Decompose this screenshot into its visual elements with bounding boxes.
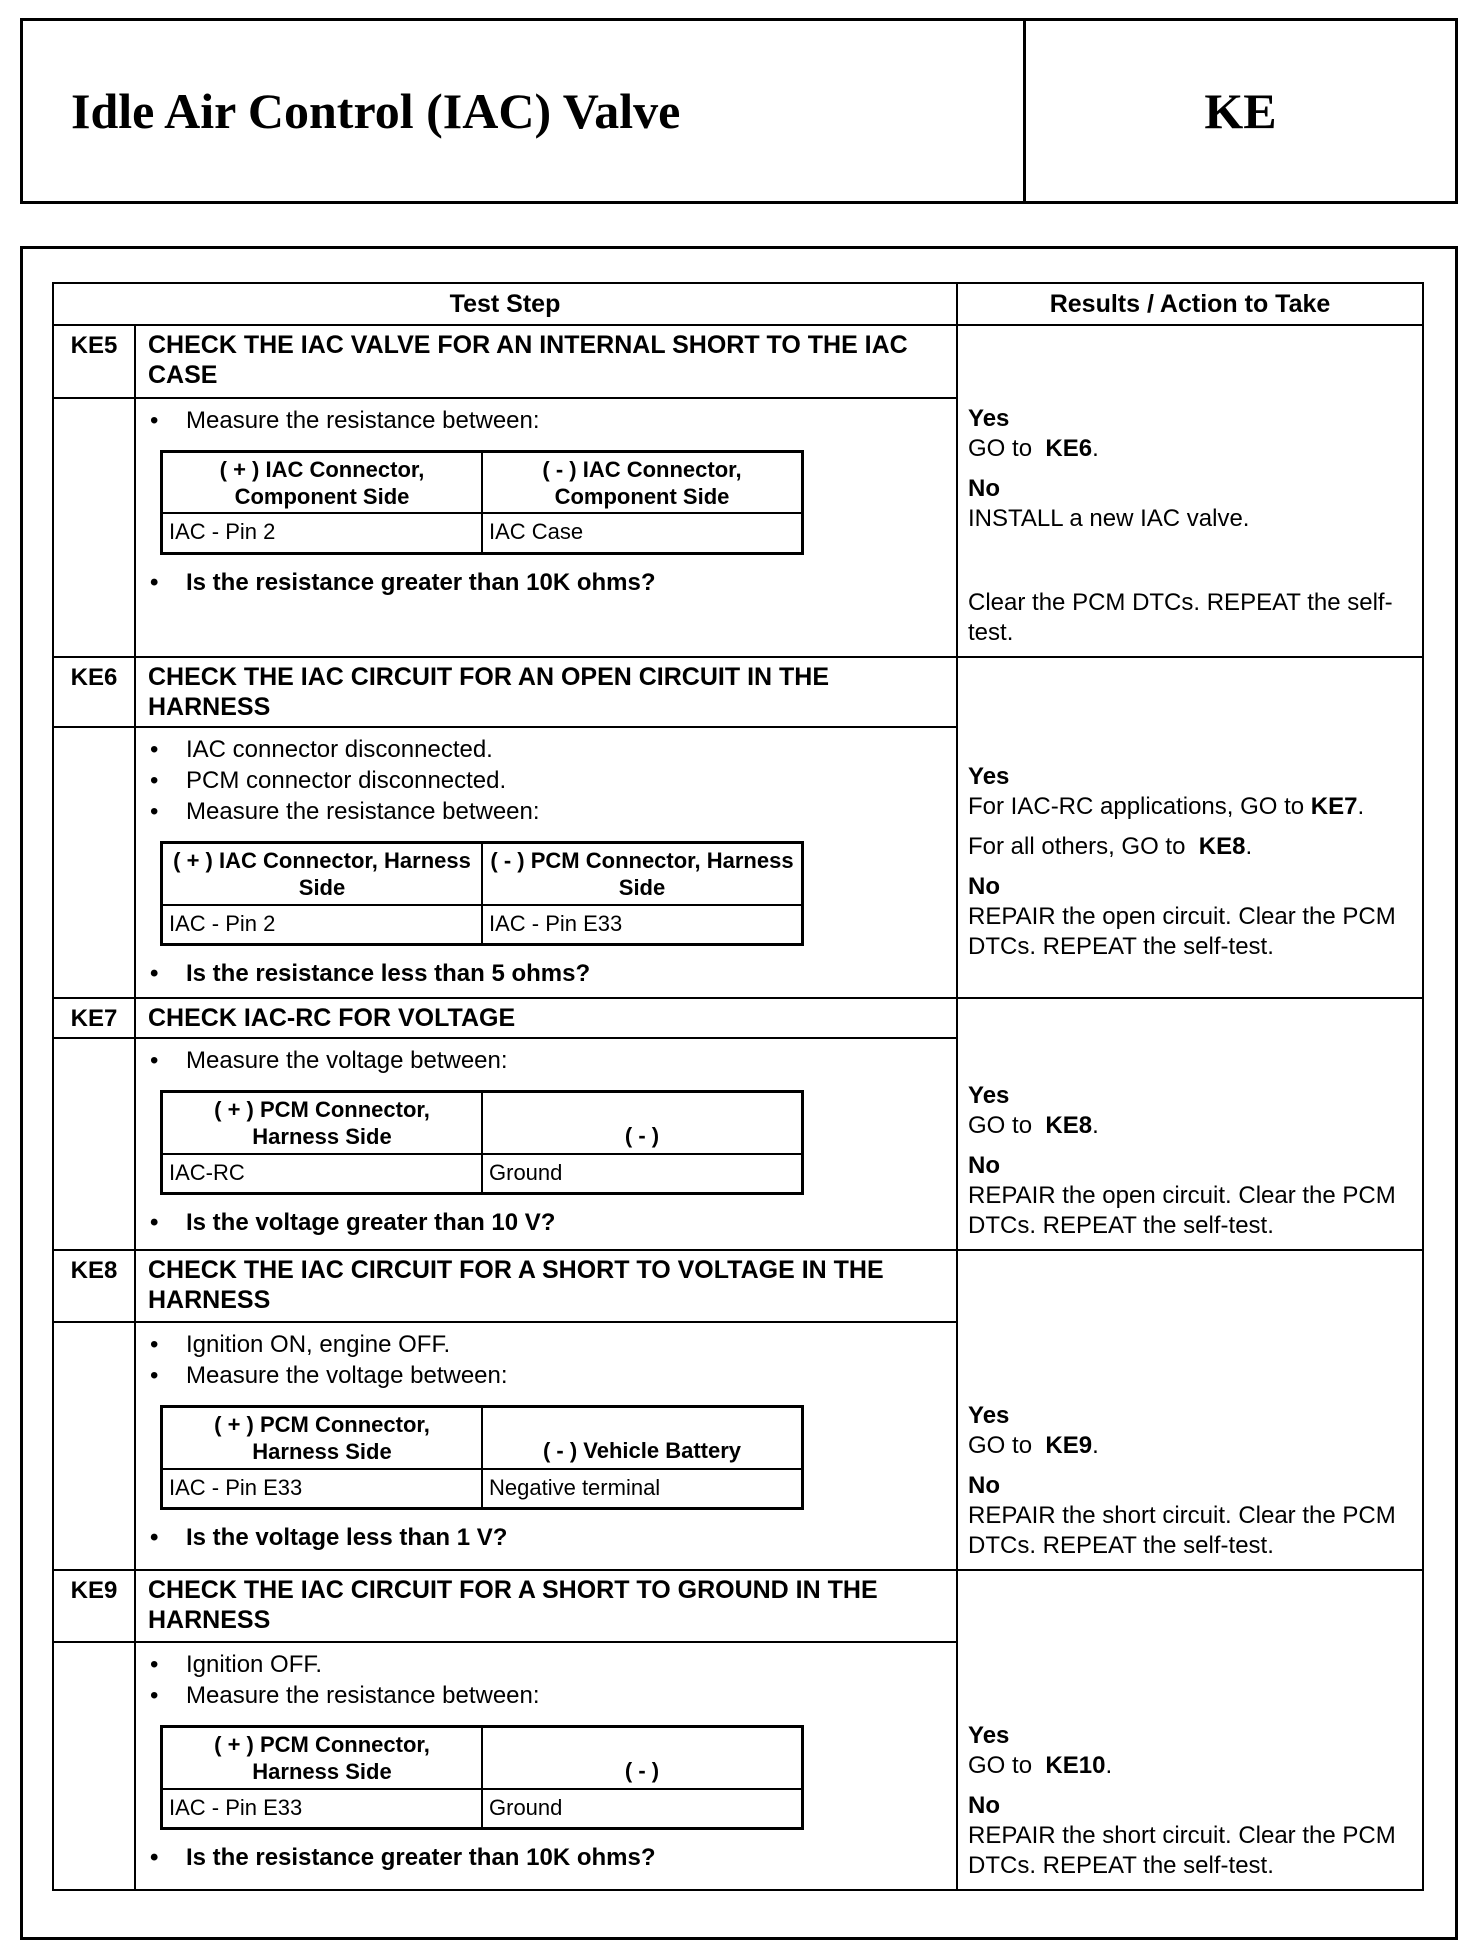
result-yes-label: Yes [968,1722,1010,1749]
measurement-table [160,1090,804,1195]
result-yes-label: Yes [968,1082,1010,1109]
result-no-label: No [968,475,1001,502]
result-yes-label: Yes [968,763,1010,790]
step-result [957,1570,1423,1890]
step-body [135,1642,957,1890]
step-id: KE8 [53,1250,135,1322]
step-body [135,1038,957,1250]
result-yes-label: Yes [968,405,1010,432]
positive-lead-header: ( + ) IAC Connector, Harness Side [162,843,483,905]
positive-lead-header: ( + ) PCM Connector, Harness Side [162,1092,483,1154]
step-title: CHECK THE IAC CIRCUIT FOR A SHORT TO GROUND IN THE HARNESS [135,1570,957,1642]
step-result [957,998,1423,1250]
step-title: CHECK THE IAC CIRCUIT FOR A SHORT TO VOLTAGE IN THE HARNESS [135,1250,957,1322]
test-step-table [52,282,1424,1891]
step-reference: KE10 [1045,1752,1106,1779]
step-title-row [53,1570,1423,1642]
result-extra-note: Clear the PCM DTCs. REPEAT the self-test. [968,589,1393,646]
result-no-action: REPAIR the open circuit. Clear the PCM DTCs. REPEAT the self-test. [968,1182,1396,1239]
positive-lead-header: ( + ) IAC Connector, Component Side [162,451,483,513]
step-body [135,398,957,657]
step-id: KE6 [53,657,135,727]
negative-lead-header: ( - ) Vehicle Battery [482,1407,803,1469]
negative-lead-header: ( - ) PCM Connector, Harness Side [482,843,803,905]
measurement-table [160,1725,804,1830]
step-id: KE7 [53,998,135,1038]
result-no-label: No [968,1792,1001,1819]
negative-lead-point: IAC Case [482,513,803,553]
result-no-action: INSTALL a new IAC valve. [968,505,1250,532]
step-result [957,657,1423,998]
step-reference: KE6 [1045,435,1093,462]
positive-lead-point: IAC - Pin 2 [162,905,483,945]
step-question: • Is the resistance less than 5 ohms? [146,958,946,989]
step-result [957,1250,1423,1570]
table-header-row [53,283,1423,325]
step-question: • Is the voltage greater than 10 V? [146,1207,946,1238]
positive-lead-point: IAC - Pin 2 [162,513,483,553]
step-title: CHECK THE IAC VALVE FOR AN INTERNAL SHORT TO THE IAC CASE [135,325,957,398]
negative-lead-point: Ground [482,1789,803,1829]
result-no-action: REPAIR the short circuit. Clear the PCM DTCs. REPEAT the self-test. [968,1502,1396,1559]
step-id: KE5 [53,325,135,398]
step-result [957,325,1423,657]
instruction-item: • Ignition OFF. [146,1649,946,1680]
step-question: • Is the resistance greater than 10K ohms? [146,567,946,598]
result-yes-action: GO to KE9. [968,1432,1099,1459]
step-body [135,727,957,998]
instruction-item: • Measure the voltage between: [146,1045,946,1076]
measurement-table [160,841,804,946]
negative-lead-point: Negative terminal [482,1469,803,1509]
negative-lead-header: ( - ) [482,1727,803,1789]
measurement-table [160,1405,804,1510]
positive-lead-header: ( + ) PCM Connector, Harness Side [162,1727,483,1789]
step-reference: KE8 [1198,833,1246,860]
instruction-item: • Measure the resistance between: [146,796,946,827]
positive-lead-point: IAC - Pin E33 [162,1469,483,1509]
result-no-action: REPAIR the short circuit. Clear the PCM DTCs. REPEAT the self-test. [968,1822,1396,1879]
negative-lead-point: Ground [482,1154,803,1194]
column-header-test-step: Test Step [53,283,957,325]
positive-lead-point: IAC-RC [162,1154,483,1194]
step-title-row [53,998,1423,1038]
positive-lead-point: IAC - Pin E33 [162,1789,483,1829]
page-header [20,18,1458,204]
instruction-item: • Measure the resistance between: [146,405,946,436]
result-yes-action: GO to KE10. [968,1752,1113,1779]
result-yes-action: GO to KE8. [968,1112,1099,1139]
step-reference: KE8 [1045,1112,1093,1139]
step-title: CHECK IAC-RC FOR VOLTAGE [135,998,957,1038]
step-question: • Is the resistance greater than 10K ohms? [146,1842,946,1873]
instruction-item: • PCM connector disconnected. [146,765,946,796]
step-title-row [53,325,1423,398]
step-body [135,1322,957,1570]
result-no-label: No [968,873,1001,900]
step-title-row [53,657,1423,727]
column-header-results: Results / Action to Take [957,283,1423,325]
instruction-item: • IAC connector disconnected. [146,734,946,765]
step-reference: KE9 [1045,1432,1093,1459]
step-title: CHECK THE IAC CIRCUIT FOR AN OPEN CIRCUIT IN THE HARNESS [135,657,957,727]
result-yes-action: GO to KE6. [968,435,1099,462]
result-no-label: No [968,1152,1001,1179]
result-yes-action-alt: For all others, GO to KE8. [968,833,1253,860]
instruction-item: • Measure the resistance between: [146,1680,946,1711]
step-title-row [53,1250,1423,1322]
step-reference: KE7 [1310,793,1358,820]
step-question: • Is the voltage less than 1 V? [146,1522,946,1553]
result-no-label: No [968,1472,1001,1499]
positive-lead-header: ( + ) PCM Connector, Harness Side [162,1407,483,1469]
section-code: KE [1204,83,1277,139]
result-yes-label: Yes [968,1402,1010,1429]
instruction-item: • Ignition ON, engine OFF. [146,1329,946,1360]
negative-lead-point: IAC - Pin E33 [482,905,803,945]
result-no-action: REPAIR the open circuit. Clear the PCM DTCs. REPEAT the self-test. [968,903,1396,960]
negative-lead-header: ( - ) [482,1092,803,1154]
measurement-table [160,450,804,555]
step-id: KE9 [53,1570,135,1642]
page-title: Idle Air Control (IAC) Valve [23,21,1026,201]
negative-lead-header: ( - ) IAC Connector, Component Side [482,451,803,513]
result-yes-action: For IAC-RC applications, GO to KE7. [968,793,1365,820]
instruction-item: • Measure the voltage between: [146,1360,946,1391]
